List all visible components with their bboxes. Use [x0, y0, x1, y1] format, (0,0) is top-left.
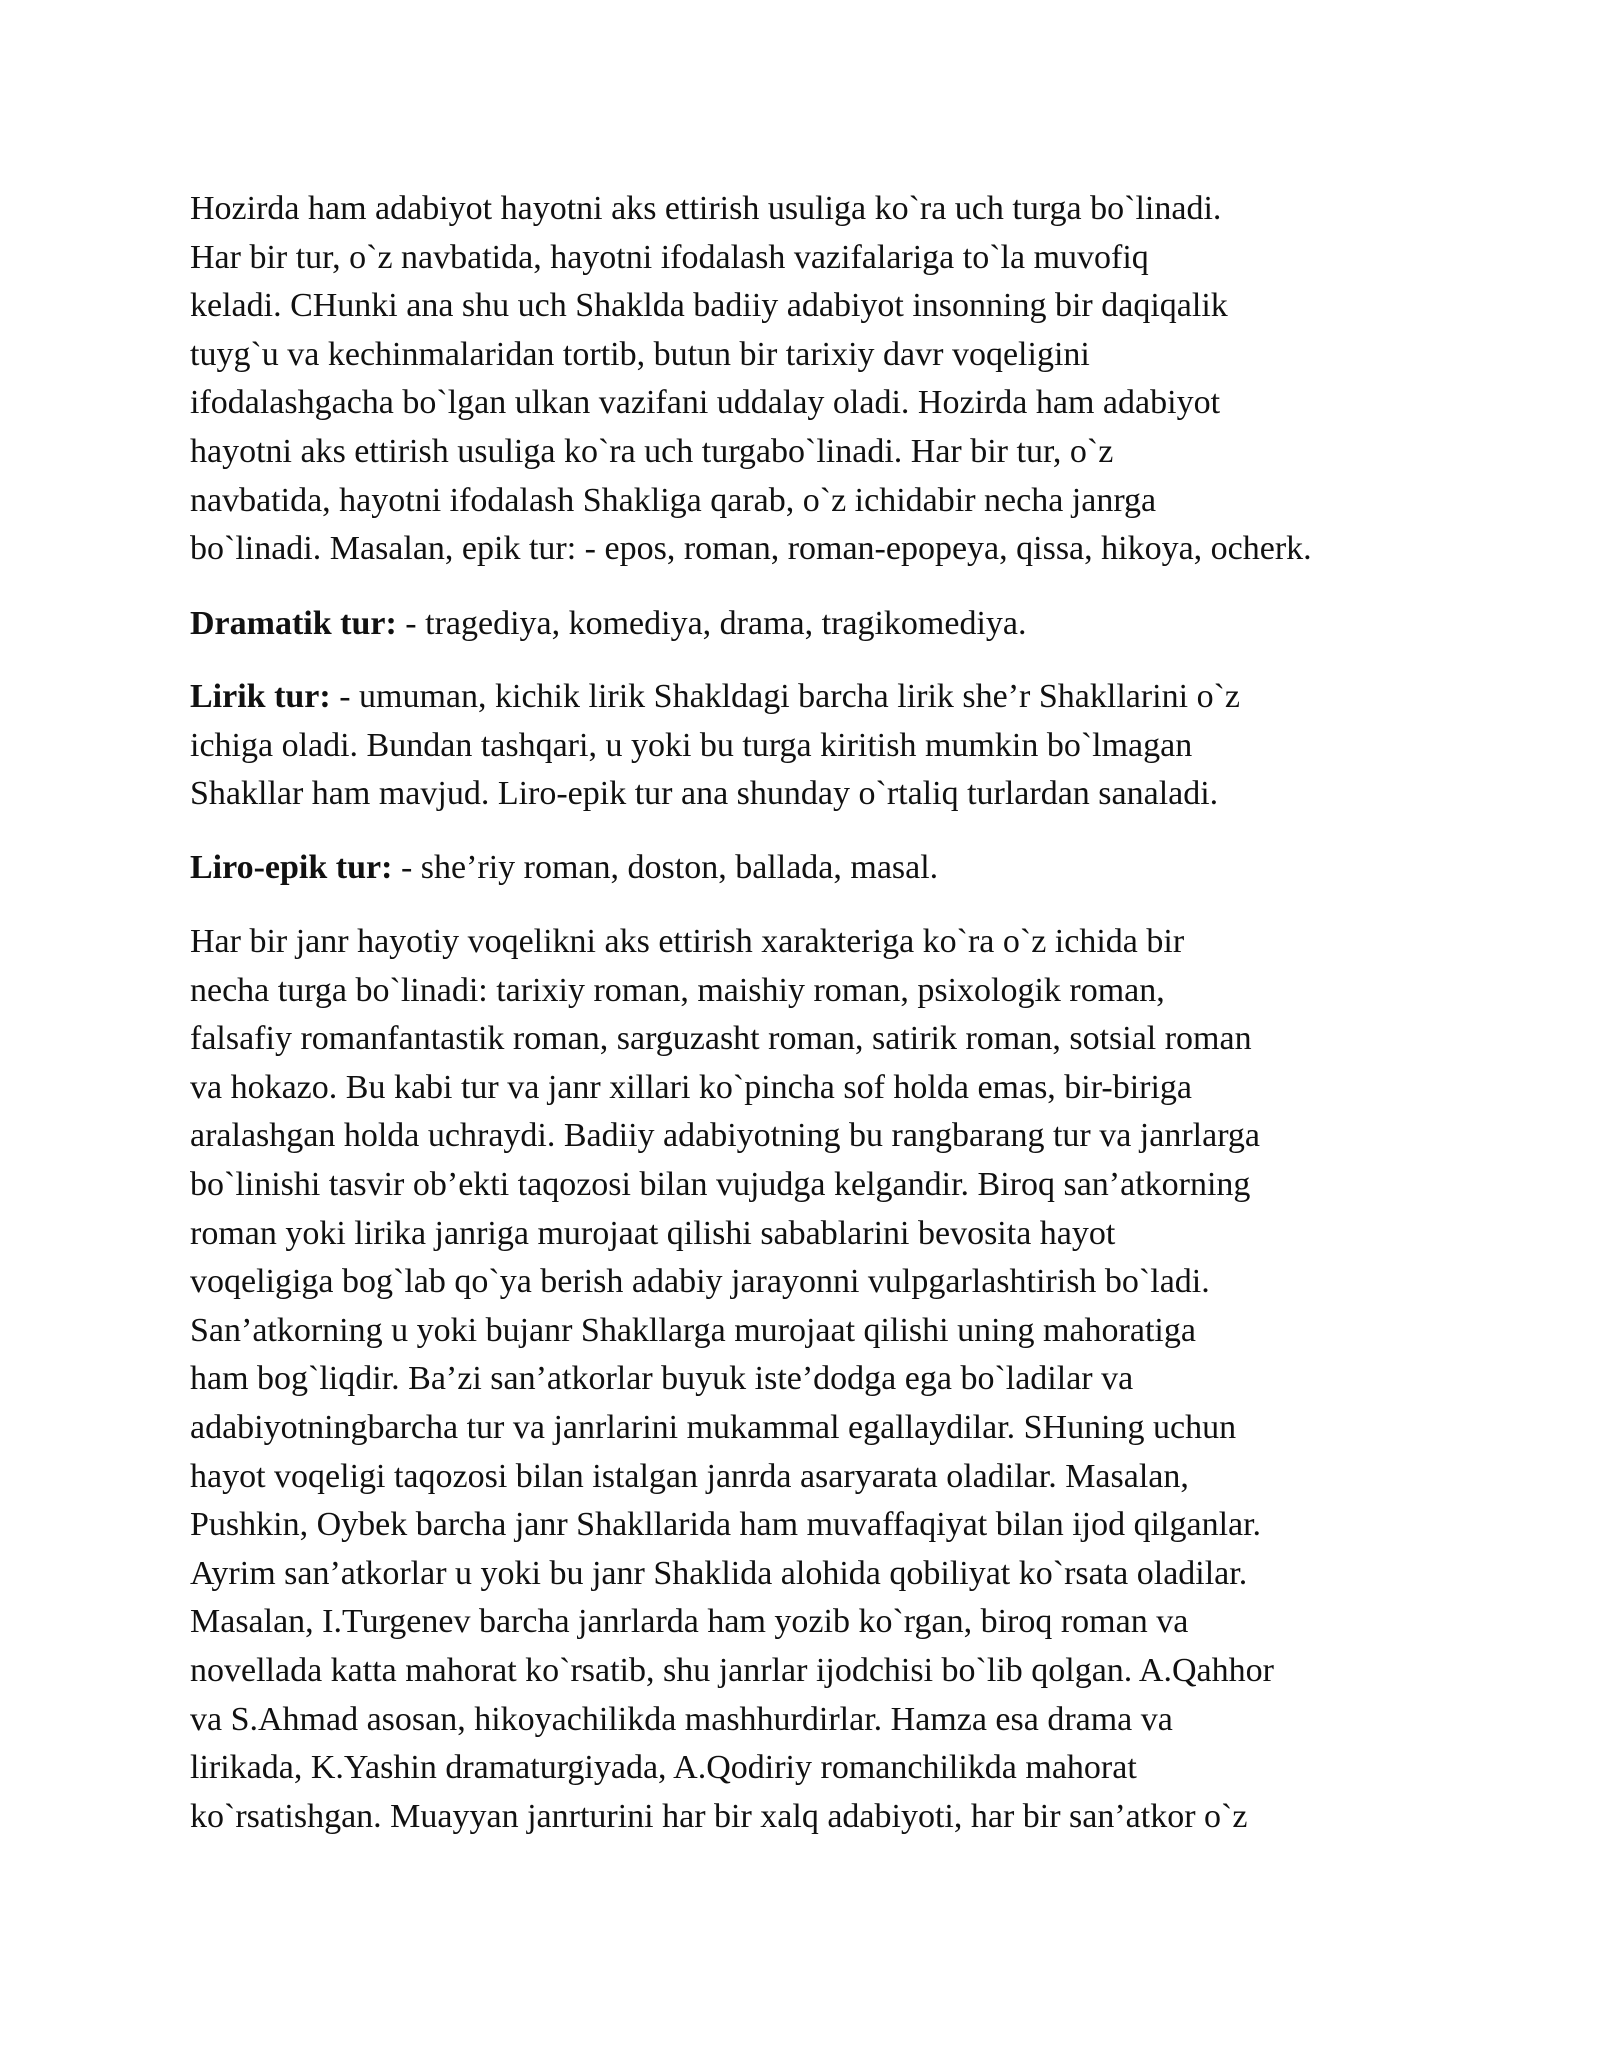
text-line: San’atkorning u yoki bujanr Shakllarga murojaat qilishi uning mahoratiga [190, 1311, 1196, 1349]
term-label-liroepik: Liro-epik tur: [190, 849, 393, 886]
text-line: ko`rsatishgan. Muayyan janrturini har bir xalq adabiyoti, har bir san’atkor o`z [190, 1797, 1248, 1835]
text-line: va S.Ahmad asosan, hikoyachilikda mashhurdirlar. Hamza esa drama va [190, 1700, 1173, 1738]
term-text-lirik: - umuman, kichik lirik Shakldagi barcha lirik she’r Shakllarini o`z [330, 678, 1240, 715]
text-line: Ayrim san’atkorlar u yoki bu janr Shaklida alohida qobiliyat ko`rsata oladilar. [190, 1554, 1248, 1592]
paragraph-intro [190, 185, 1430, 574]
text-line: ifodalashgacha bo`lgan ulkan vazifani uddalay oladi. Hozirda ham adabiyot [190, 384, 1221, 422]
term-label-dramatik: Dramatik tur: [190, 605, 397, 642]
text-line: falsafiy romanfantastik roman, sarguzasht roman, satirik roman, sotsial roman [190, 1020, 1252, 1058]
term-label-lirik: Lirik tur: [190, 678, 331, 715]
term-text-dramatik: - tragediya, komediya, drama, tragikomediya. [396, 605, 1027, 642]
paragraph-dramatik [190, 600, 1430, 649]
text-line: bo`linishi tasvir ob’ekti taqozosi bilan vujudga kelgandir. Biroq san’atkorning [190, 1165, 1251, 1203]
text-line: ichiga oladi. Bundan tashqari, u yoki bu turga kiritish mumkin bo`lmagan [190, 726, 1193, 764]
text-line: Pushkin, Oybek barcha janr Shakllarida ham muvaffaqiyat bilan ijod qilganlar. [190, 1506, 1262, 1544]
text-line: hayot voqeligi taqozosi bilan istalgan janrda asaryarata oladilar. Masalan, [190, 1457, 1189, 1495]
text-line: hayotni aks ettirish usuliga ko`ra uch turgabo`linadi. Har bir tur, o`z [190, 432, 1114, 470]
text-line [190, 673, 1430, 722]
paragraph-liroepik [190, 844, 1430, 893]
text-line: keladi. CHunki ana shu uch Shaklda badiiy adabiyot insonning bir daqiqalik [190, 287, 1228, 325]
text-line: ham bog`liqdir. Ba’zi san’atkorlar buyuk iste’dodga ega bo`ladilar va [190, 1360, 1134, 1398]
text-line: roman yoki lirika janriga murojaat qilishi sabablarini bevosita hayot [190, 1214, 1116, 1252]
text-line: voqeligiga bog`lab qo`ya berish adabiy jarayonni vulpgarlashtirish bo`ladi. [190, 1263, 1210, 1301]
text-line: navbatida, hayotni ifodalash Shakliga qarab, o`z ichidabir necha janrga [190, 481, 1157, 519]
text-line: novellada katta mahorat ko`rsatib, shu janrlar ijodchisi bo`lib qolgan. A.Qahhor [190, 1651, 1274, 1689]
text-line: Shakllar ham mavjud. Liro-epik tur ana shunday o`rtaliq turlardan sanaladi. [190, 775, 1219, 813]
text-line: va hokazo. Bu kabi tur va janr xillari ko`pincha sof holda emas, bir-biriga [190, 1068, 1193, 1106]
text-line: aralashgan holda uchraydi. Badiiy adabiyotning bu rangbarang tur va janrlarga [190, 1117, 1261, 1155]
text-line: Masalan, I.Turgenev barcha janrlarda ham yozib ko`rgan, biroq roman va [190, 1603, 1189, 1641]
text-line: necha turga bo`linadi: tarixiy roman, maishiy roman, psixologik roman, [190, 971, 1165, 1009]
text-line: Hozirda ham adabiyot hayotni aks ettirish usuliga ko`ra uch turga bo`linadi. [190, 190, 1222, 227]
text-line: adabiyotningbarcha tur va janrlarini mukammal egallaydilar. SHuning uchun [190, 1408, 1237, 1446]
text-line: bo`linadi. Masalan, epik tur: - epos, roman, roman-epopeya, qissa, hikoya, ocherk. [190, 530, 1312, 568]
text-line [190, 844, 1430, 893]
text-line: Har bir janr hayotiy voqelikni aks ettirish xarakteriga ko`ra o`z ichida bir [190, 923, 1185, 960]
text-line: Har bir tur, o`z navbatida, hayotni ifodalash vazifalariga to`la muvofiq [190, 238, 1149, 276]
text-line: tuyg`u va kechinmalaridan tortib, butun bir tarixiy davr voqeligini [190, 335, 1090, 373]
term-text-liroepik: - she’riy roman, doston, ballada, masal. [392, 849, 939, 886]
text-line [190, 600, 1430, 649]
paragraph-janr [190, 918, 1430, 1841]
paragraph-lirik [190, 673, 1430, 819]
text-line: lirikada, K.Yashin dramaturgiyada, A.Qodiriy romanchilikda mahorat [190, 1749, 1137, 1787]
